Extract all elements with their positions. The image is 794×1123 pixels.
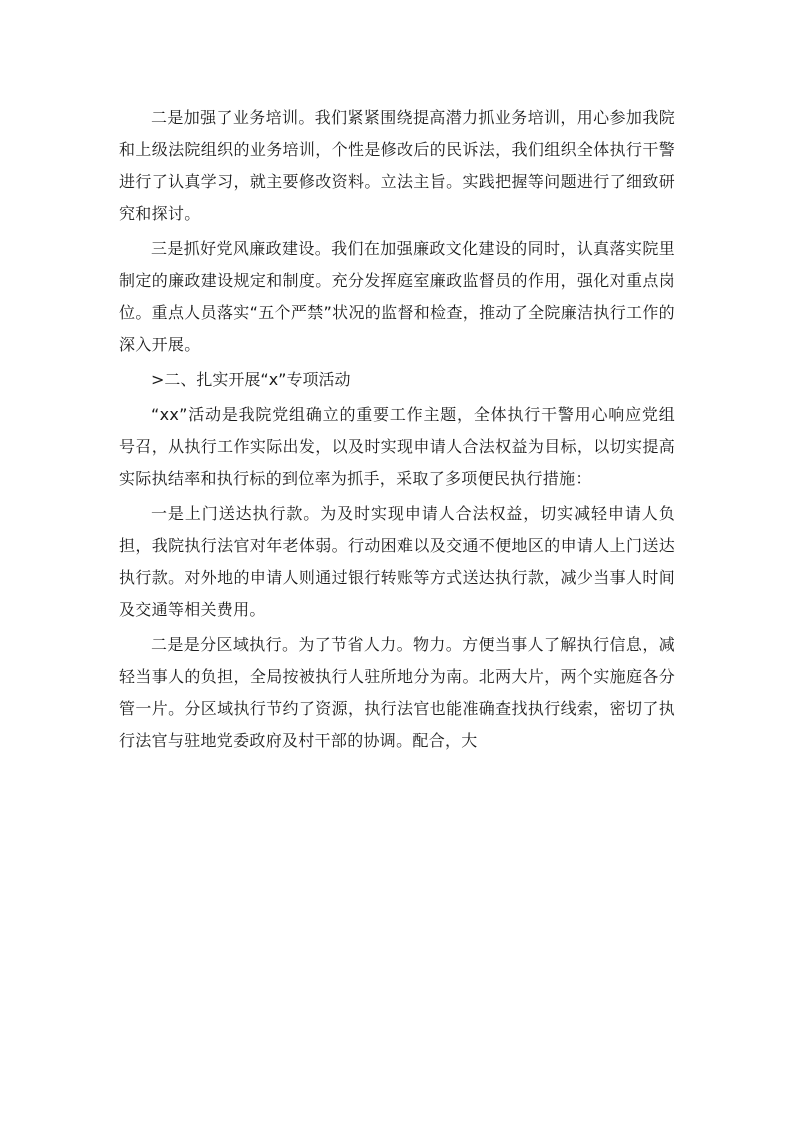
paragraph-regional-execution: 二是是分区域执行。为了节省人力。物力。方便当事人了解执行信息，减轻当事人的负担，全局按被执行人驻所地分为南。北两大片，两个实施庭各分管一片。分区域执行节约了资源，执行法官也能准确查找执行线索，密切了执行法官与驻地党委政府及村干部的协调。配合，大 (119, 635, 675, 750)
document-body (119, 102, 675, 757)
paragraph-door-delivery: 一是上门送达执行款。为及时实现申请人合法权益，切实减轻申请人负担，我院执行法官对年老体弱。行动困难以及交通不便地区的申请人上门送达执行款。对外地的申请人则通过银行转账等方式送达执行款，减少当事人时间及交通等相关费用。 (119, 504, 675, 619)
paragraph-business-training: 二是加强了业务培训。我们紧紧围绕提高潜力抓业务培训，用心参加我院和上级法院组织的业务培训，个性是修改后的民诉法，我们组织全体执行干警进行了认真学习，就主要修改资料。立法主旨。实践把握等问题进行了细致研究和探讨。 (119, 108, 675, 223)
paragraph-integrity-building: 三是抓好党风廉政建设。我们在加强廉政文化建设的同时，认真落实院里制定的廉政建设规定和制度。充分发挥庭室廉政监督员的作用，强化对重点岗位。重点人员落实“五个严禁”状况的监督和检查，推动了全院廉洁执行工作的深入开展。 (119, 239, 675, 354)
section-heading-special-campaign: >二、扎实开展“x”专项活动 (151, 370, 351, 389)
paragraph-campaign-intro: “xx”活动是我院党组确立的重要工作主题，全体执行干警用心响应党组号召，从执行工作实际出发，以及时实现申请人合法权益为目标，以切实提高实际执结率和执行标的到位率为抓手，采取了多项便民执行措施： (119, 405, 675, 488)
